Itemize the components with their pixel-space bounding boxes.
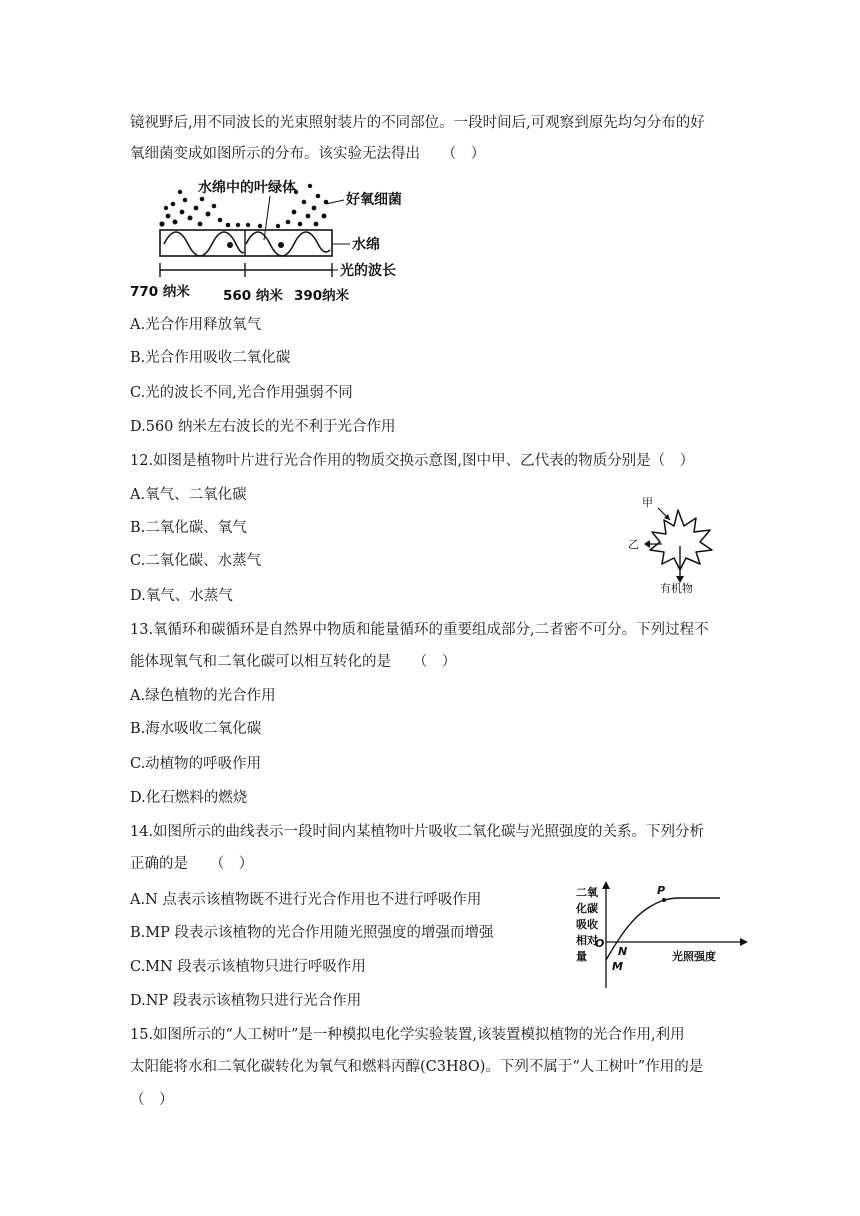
- ylabel-line-4: 相对: [576, 934, 598, 947]
- xlabel: 光照强度: [672, 950, 716, 963]
- q11-spirogyra-figure: [128, 172, 418, 310]
- label-wavelength: 光的波长: [340, 263, 396, 279]
- label-organic-matter: 有机物: [660, 582, 693, 593]
- ylabel-line-5: 量: [576, 950, 587, 963]
- q13-option-d: D.化石燃料的燃烧: [130, 790, 248, 806]
- q13-option-c: C.动植物的呼吸作用: [130, 756, 262, 772]
- q14-stem-line-2: 正确的是 （ ）: [130, 856, 254, 872]
- q12-stem: 12.如图是植物叶片进行光合作用的物质交换示意图,图中甲、乙代表的物质分别是（ ）: [130, 453, 695, 469]
- q12-option-c: C.二氧化碳、水蒸气: [130, 553, 262, 569]
- q14-option-d: D.NP 段表示该植物只进行光合作用: [130, 993, 362, 1009]
- q14-option-b: B.MP 段表示该植物的光合作用随光照强度的增强而增强: [130, 925, 494, 941]
- point-p-dot: [662, 898, 666, 902]
- q11-option-b: B.光合作用吸收二氧化碳: [130, 350, 291, 366]
- q11-option-a: A.光合作用释放氧气: [130, 317, 262, 333]
- label-jia: 甲: [642, 496, 653, 509]
- label-origin-o: O: [595, 937, 605, 950]
- ylabel-line-3: 吸收: [576, 918, 598, 931]
- label-aerobic-bacteria: 好氧细菌: [346, 192, 402, 208]
- q13-option-b: B.海水吸收二氧化碳: [130, 721, 262, 737]
- q15-stem-line-2: 太阳能将水和二氧化碳转化为氧气和燃料丙醇(C3H8O)。下列不属于“人工树叶”作用的是: [130, 1059, 704, 1075]
- q11-option-d: D.560 纳米左右波长的光不利于光合作用: [130, 419, 396, 435]
- tick-560nm: 560 纳米: [223, 288, 283, 304]
- label-chloroplast: 水绵中的叶绿体: [198, 180, 296, 196]
- label-point-p: P: [657, 884, 666, 897]
- q11-stem-line-2: 氧细菌变成如图所示的分布。该实验无法得出 （ ）: [130, 146, 486, 162]
- tick-390nm: 390纳米: [294, 288, 350, 304]
- label-point-m: M: [612, 960, 623, 973]
- q12-option-d: D.氧气、水蒸气: [130, 588, 233, 604]
- q15-stem-line-3: （ ）: [130, 1092, 174, 1108]
- q14-option-c: C.MN 段表示该植物只进行呼吸作用: [130, 959, 366, 975]
- ylabel-line-1: 二氧: [576, 886, 598, 899]
- label-point-n: N: [618, 945, 628, 958]
- tick-770nm: 770 纳米: [130, 284, 190, 300]
- q14-co2-light-curve: [568, 880, 750, 992]
- q12-option-a: A.氧气、二氧化碳: [130, 487, 247, 503]
- q12-leaf-figure: [622, 488, 732, 593]
- q12-option-b: B.二氧化碳、氧气: [130, 520, 247, 536]
- label-spirogyra: 水绵: [352, 237, 380, 253]
- q15-stem-line-1: 15.如图所示的“人工树叶”是一种模拟电化学实验装置,该装置模拟植物的光合作用,利用: [130, 1027, 685, 1043]
- q13-option-a: A.绿色植物的光合作用: [130, 688, 276, 704]
- q13-stem-line-1: 13.氧循环和碳循环是自然界中物质和能量循环的重要组成部分,二者密不可分。下列过程不: [130, 622, 709, 638]
- q11-stem-line-1: 镜视野后,用不同波长的光束照射装片的不同部位。一段时间后,可观察到原先均匀分布的好: [130, 115, 705, 131]
- q11-option-c: C.光的波长不同,光合作用强弱不同: [130, 385, 353, 401]
- q14-stem-line-1: 14.如图所示的曲线表示一段时间内某植物叶片吸收二氧化碳与光照强度的关系。下列分析: [130, 824, 705, 840]
- q13-stem-line-2: 能体现氧气和二氧化碳可以相互转化的是 （ ）: [130, 654, 457, 670]
- leaf-icon: [650, 510, 712, 570]
- ylabel-line-2: 化碳: [576, 902, 598, 915]
- q14-option-a: A.N 点表示该植物既不进行光合作用也不进行呼吸作用: [130, 892, 482, 908]
- label-yi: 乙: [628, 538, 639, 551]
